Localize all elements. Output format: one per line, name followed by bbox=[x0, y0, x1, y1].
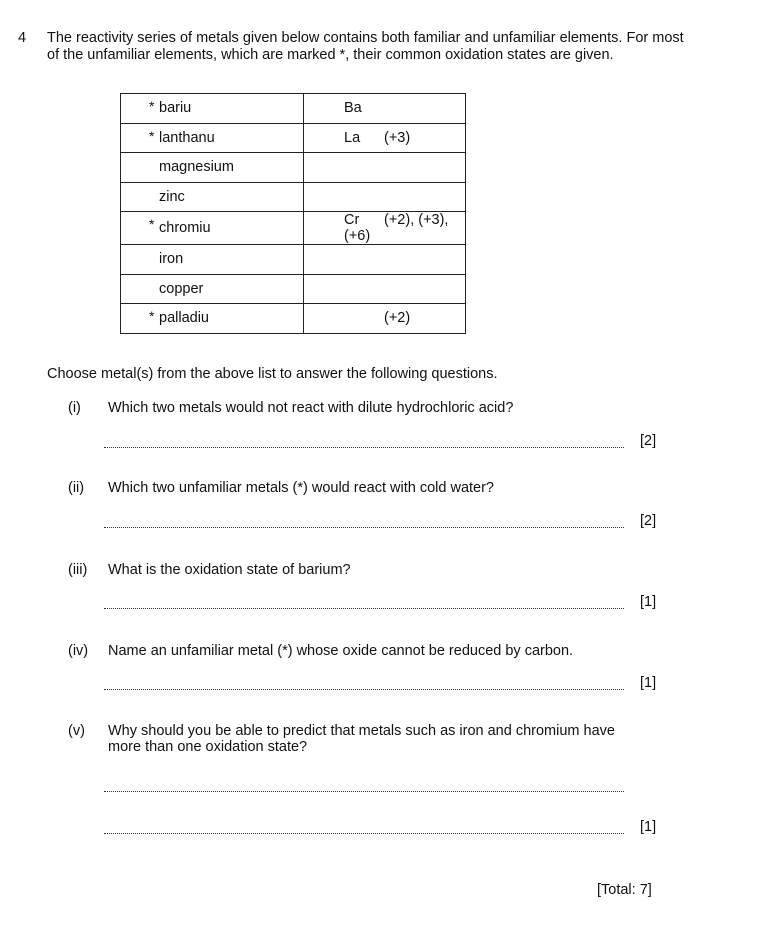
oxidation-states: (+2) bbox=[384, 310, 411, 327]
info-cell bbox=[304, 94, 466, 124]
marks-label: [1] bbox=[640, 675, 657, 691]
metal-name: copper bbox=[159, 280, 204, 297]
marks-label: [2] bbox=[640, 513, 657, 529]
part-text: Which two unfamiliar metals (*) would react with cold water? bbox=[108, 480, 494, 496]
part-label: (v) bbox=[68, 723, 85, 739]
info-cell bbox=[304, 212, 466, 245]
part-text: Why should you be able to predict that metals such as iron and chromium have more than one oxidation state? bbox=[108, 723, 615, 755]
metal-cell bbox=[121, 123, 304, 153]
answer-line[interactable] bbox=[104, 447, 624, 448]
metal-cell bbox=[121, 274, 304, 304]
info-cell bbox=[304, 123, 466, 153]
metal-cell bbox=[121, 212, 304, 245]
metal-name: bariu bbox=[159, 100, 192, 117]
reactivity-series-table bbox=[120, 93, 466, 334]
oxidation-states: (+3) bbox=[384, 129, 411, 146]
total-marks: [Total: 7] bbox=[597, 882, 652, 898]
element-symbol: Cr bbox=[344, 212, 360, 228]
part-label: (i) bbox=[68, 400, 81, 416]
answer-line[interactable] bbox=[104, 791, 624, 792]
metal-cell bbox=[121, 182, 304, 212]
part-text: What is the oxidation state of barium? bbox=[108, 562, 351, 578]
info-cell bbox=[304, 245, 466, 275]
unfamiliar-marker: * bbox=[149, 308, 155, 324]
metal-cell bbox=[121, 245, 304, 275]
answer-line[interactable] bbox=[104, 833, 624, 834]
marks-label: [1] bbox=[640, 594, 657, 610]
metal-name: magnesium bbox=[159, 159, 234, 176]
unfamiliar-marker: * bbox=[149, 98, 155, 114]
answer-line[interactable] bbox=[104, 689, 624, 690]
element-symbol: Ba bbox=[344, 100, 362, 117]
table-row bbox=[121, 123, 466, 153]
table-row bbox=[121, 245, 466, 275]
part-label: (iii) bbox=[68, 562, 88, 578]
answer-line[interactable] bbox=[104, 527, 624, 528]
table-row bbox=[121, 304, 466, 334]
metal-name: lanthanu bbox=[159, 129, 215, 146]
metal-cell bbox=[121, 304, 304, 334]
info-cell bbox=[304, 274, 466, 304]
table-row bbox=[121, 94, 466, 124]
table-row bbox=[121, 182, 466, 212]
unfamiliar-marker: * bbox=[149, 216, 155, 232]
metal-name: chromiu bbox=[159, 220, 211, 236]
metal-name: iron bbox=[159, 251, 184, 268]
oxidation-states: (+2), (+3), (+6) bbox=[344, 212, 449, 244]
info-cell bbox=[304, 153, 466, 183]
answer-line[interactable] bbox=[104, 608, 624, 609]
part-label: (iv) bbox=[68, 643, 89, 659]
question-number: 4 bbox=[18, 30, 27, 46]
part-text: Name an unfamiliar metal (*) whose oxide cannot be reduced by carbon. bbox=[108, 643, 574, 659]
element-symbol: La bbox=[344, 129, 361, 146]
part-label: (ii) bbox=[68, 480, 85, 496]
question-intro: The reactivity series of metals given below contains both familiar and unfamiliar elements. For most of the unfamiliar elements, which are marked *, their common oxidation states are given. bbox=[47, 30, 684, 63]
metal-name: zinc bbox=[159, 188, 185, 205]
table-row bbox=[121, 153, 466, 183]
metal-name: palladiu bbox=[159, 310, 209, 327]
part-text: Which two metals would not react with dilute hydrochloric acid? bbox=[108, 400, 514, 416]
metal-cell bbox=[121, 153, 304, 183]
marks-label: [1] bbox=[640, 819, 657, 835]
table-row bbox=[121, 274, 466, 304]
info-cell bbox=[304, 304, 466, 334]
info-cell bbox=[304, 182, 466, 212]
unfamiliar-marker: * bbox=[149, 127, 155, 144]
table-row bbox=[121, 212, 466, 245]
metal-cell bbox=[121, 94, 304, 124]
instruction-text: Choose metal(s) from the above list to answer the following questions. bbox=[47, 366, 498, 382]
marks-label: [2] bbox=[640, 433, 657, 449]
